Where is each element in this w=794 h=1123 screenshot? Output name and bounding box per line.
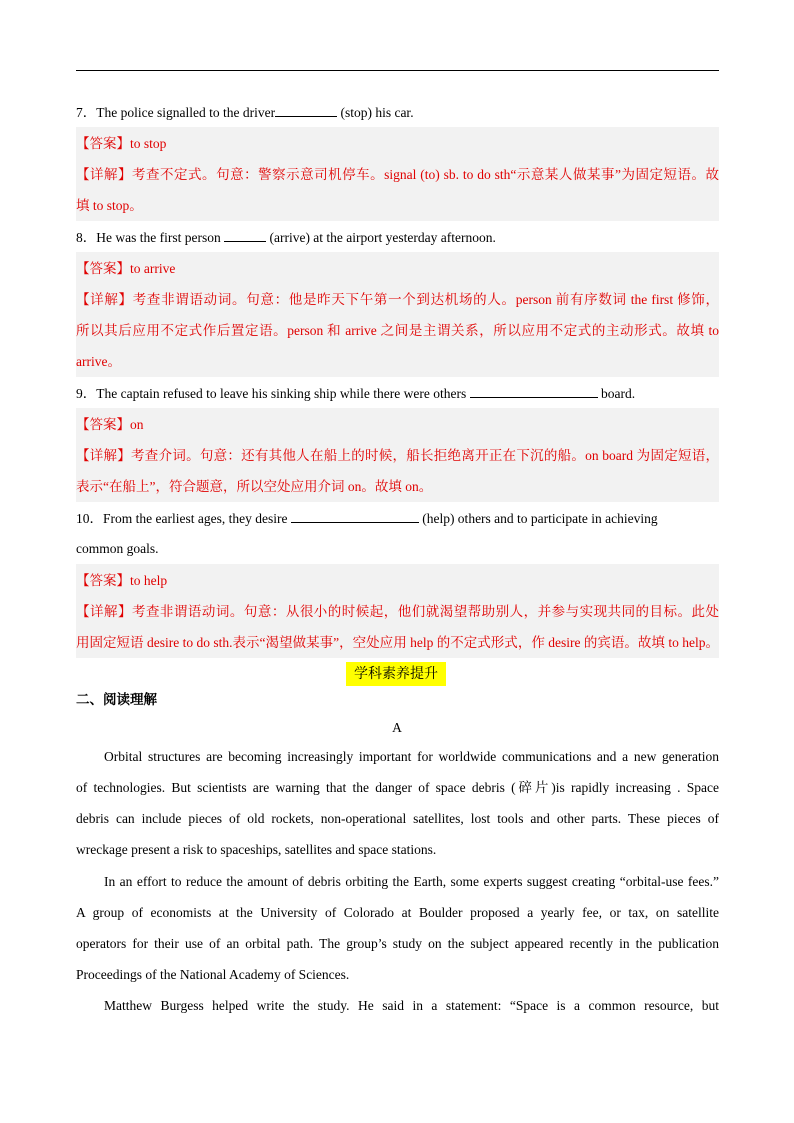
header-rule — [76, 70, 719, 71]
question-hint: (help) others and to participate in achieving — [418, 511, 658, 526]
answer-blank — [291, 508, 419, 523]
passage-line: operators for their use of an orbital path. The group’s study on the subject appeared recently in the publication — [76, 936, 719, 951]
detail-line: 用固定短语 desire to do sth.表示“渴望做某事”，空处应用 help 的不定式形式，作 desire 的宾语。故填 to help。 — [76, 635, 719, 650]
section-heading: 二、阅读理解 — [76, 692, 157, 708]
passage-line: of technologies. But scientists are warning that the danger of space debris (碎片)is rapidly increasing . Space — [76, 780, 719, 795]
detail-line: arrive。 — [76, 354, 121, 369]
passage-title: A — [392, 720, 402, 735]
detail-line: 所以其后应用不定式作后置定语。person 和 arrive 之间是主谓关系，所以应用不定式的主动形式。故填 to — [76, 323, 719, 338]
answer-blank — [275, 102, 337, 117]
question-7 — [76, 102, 719, 123]
answer-line: 【答案】to arrive — [76, 261, 176, 276]
detail-line: 填 to stop。 — [76, 198, 143, 213]
passage-line: Orbital structures are becoming increasingly important for worldwide communications and a new generation — [104, 749, 719, 764]
answer-block-10 — [76, 564, 719, 658]
question-10-cont: common goals. — [76, 541, 159, 556]
question-hint: board. — [597, 386, 636, 401]
passage-line: Matthew Burgess helped write the study. He said in a statement: “Space is a common resource, but — [104, 998, 719, 1013]
question-8 — [76, 227, 719, 248]
answer-line: 【答案】to stop — [76, 136, 167, 151]
answer-line: 【答案】on — [76, 417, 144, 432]
question-10 — [76, 508, 719, 529]
question-text: 8．He was the first person — [76, 230, 225, 245]
detail-line: 【详解】考查不定式。句意：警察示意司机停车。signal (to) sb. to do sth“示意某人做某事”为固定短语。故 — [76, 167, 719, 182]
question-text: 9．The captain refused to leave his sinking ship while there were others — [76, 386, 470, 401]
passage-line: wreckage present a risk to spaceships, satellites and space stations. — [76, 842, 437, 857]
question-text: 10．From the earliest ages, they desire — [76, 511, 291, 526]
detail-line: 表示“在船上”，符合题意，所以空处应用介词 on。故填 on。 — [76, 479, 433, 494]
passage-line: A group of economists at the University of Colorado at Boulder proposed a yearly fee, or tax, on satellite — [76, 905, 719, 920]
passage-line: debris can include pieces of old rockets, non-operational satellites, lost tools and other parts. These pieces of — [76, 811, 719, 826]
passage-line: In an effort to reduce the amount of debris orbiting the Earth, some experts suggest creating “orbital-use fees.” — [104, 874, 719, 889]
detail-line: 【详解】考查介词。句意：还有其他人在船上的时候，船长拒绝离开正在下沉的船。on board 为固定短语， — [76, 448, 719, 463]
question-text: 7．The police signalled to the driver — [76, 105, 276, 120]
question-hint: (stop) his car. — [337, 105, 414, 120]
answer-block-7 — [76, 127, 719, 221]
answer-block-9 — [76, 408, 719, 502]
question-hint: (arrive) at the airport yesterday afternoon. — [266, 230, 496, 245]
answer-blank — [470, 383, 598, 398]
highlight-banner: 学科素养提升 — [346, 662, 446, 686]
answer-blank — [224, 227, 266, 242]
answer-line: 【答案】to help — [76, 573, 168, 588]
detail-line: 【详解】考查非谓语动词。句意：从很小的时候起，他们就渴望帮助别人，并参与实现共同的目标。此处 — [76, 604, 719, 619]
passage-line: Proceedings of the National Academy of Sciences. — [76, 967, 350, 982]
answer-block-8 — [76, 252, 719, 377]
question-9 — [76, 383, 719, 404]
detail-line: 【详解】考查非谓语动词。句意：他是昨天下午第一个到达机场的人。person 前有序数词 the first 修饰， — [76, 292, 719, 307]
